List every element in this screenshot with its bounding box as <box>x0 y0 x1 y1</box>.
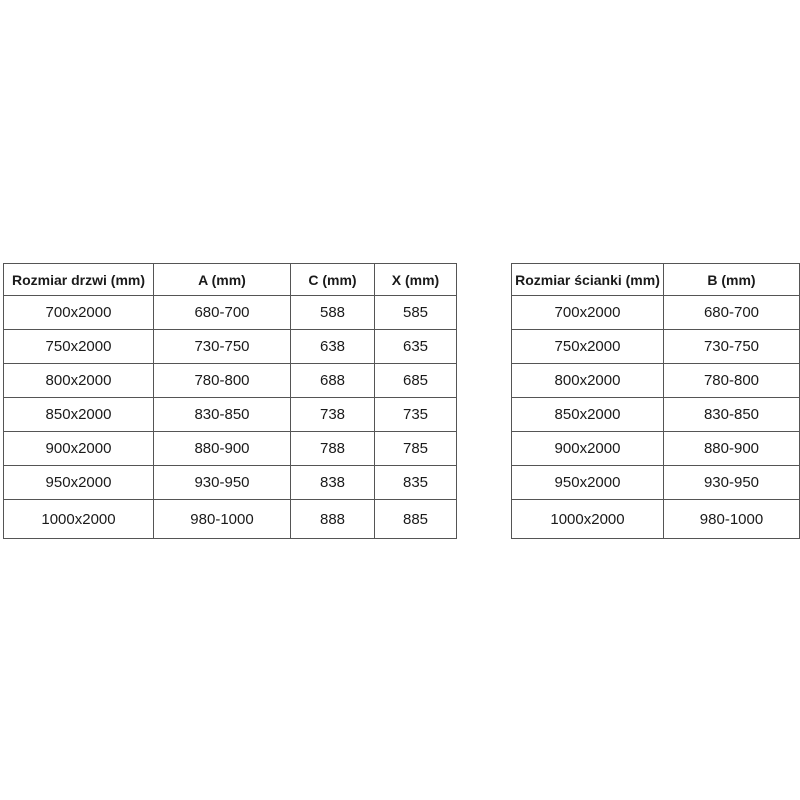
table-cell: 588 <box>291 296 375 330</box>
table-row <box>512 466 800 500</box>
table-row <box>512 330 800 364</box>
table-cell: 685 <box>375 364 457 398</box>
table-cell: 950x2000 <box>4 466 154 500</box>
table-cell: 780-800 <box>664 364 800 398</box>
table-cell: 830-850 <box>154 398 291 432</box>
table-cell: 930-950 <box>154 466 291 500</box>
table-cell: 930-950 <box>664 466 800 500</box>
table-row <box>512 432 800 466</box>
table-row <box>512 296 800 330</box>
table-row <box>4 364 457 398</box>
table-cell: 750x2000 <box>512 330 664 364</box>
table-cell: 1000x2000 <box>4 500 154 539</box>
header-row <box>4 264 457 296</box>
table-row <box>512 500 800 539</box>
table-cell: 735 <box>375 398 457 432</box>
table-cell: 730-750 <box>664 330 800 364</box>
table-cell: 730-750 <box>154 330 291 364</box>
table-row <box>512 398 800 432</box>
table-cell: 750x2000 <box>4 330 154 364</box>
table-cell: 635 <box>375 330 457 364</box>
table-row <box>4 296 457 330</box>
column-header: X (mm) <box>375 264 457 296</box>
table-cell: 850x2000 <box>512 398 664 432</box>
header-row <box>512 264 800 296</box>
table-cell: 680-700 <box>664 296 800 330</box>
table-row <box>4 500 457 539</box>
table-cell: 835 <box>375 466 457 500</box>
table-cell: 700x2000 <box>512 296 664 330</box>
table-cell: 980-1000 <box>154 500 291 539</box>
table-cell: 638 <box>291 330 375 364</box>
column-header: Rozmiar drzwi (mm) <box>4 264 154 296</box>
table-cell: 680-700 <box>154 296 291 330</box>
table-cell: 785 <box>375 432 457 466</box>
table-cell: 800x2000 <box>512 364 664 398</box>
table-cell: 738 <box>291 398 375 432</box>
table-cell: 838 <box>291 466 375 500</box>
table-row <box>512 364 800 398</box>
column-header: C (mm) <box>291 264 375 296</box>
table-cell: 788 <box>291 432 375 466</box>
table-row <box>4 466 457 500</box>
table-row <box>4 330 457 364</box>
table-cell: 885 <box>375 500 457 539</box>
table-cell: 1000x2000 <box>512 500 664 539</box>
column-header: A (mm) <box>154 264 291 296</box>
table-cell: 900x2000 <box>512 432 664 466</box>
table-cell: 880-900 <box>154 432 291 466</box>
table-cell: 585 <box>375 296 457 330</box>
table-cell: 800x2000 <box>4 364 154 398</box>
table-row <box>4 432 457 466</box>
table-cell: 688 <box>291 364 375 398</box>
table-cell: 950x2000 <box>512 466 664 500</box>
table-cell: 880-900 <box>664 432 800 466</box>
column-header: Rozmiar ścianki (mm) <box>512 264 664 296</box>
table-cell: 830-850 <box>664 398 800 432</box>
column-header: B (mm) <box>664 264 800 296</box>
table-cell: 900x2000 <box>4 432 154 466</box>
wall-sizes-table <box>511 263 800 539</box>
door-sizes-table <box>3 263 457 539</box>
table-cell: 700x2000 <box>4 296 154 330</box>
table-cell: 888 <box>291 500 375 539</box>
table-cell: 980-1000 <box>664 500 800 539</box>
table-cell: 780-800 <box>154 364 291 398</box>
table-cell: 850x2000 <box>4 398 154 432</box>
table-row <box>4 398 457 432</box>
